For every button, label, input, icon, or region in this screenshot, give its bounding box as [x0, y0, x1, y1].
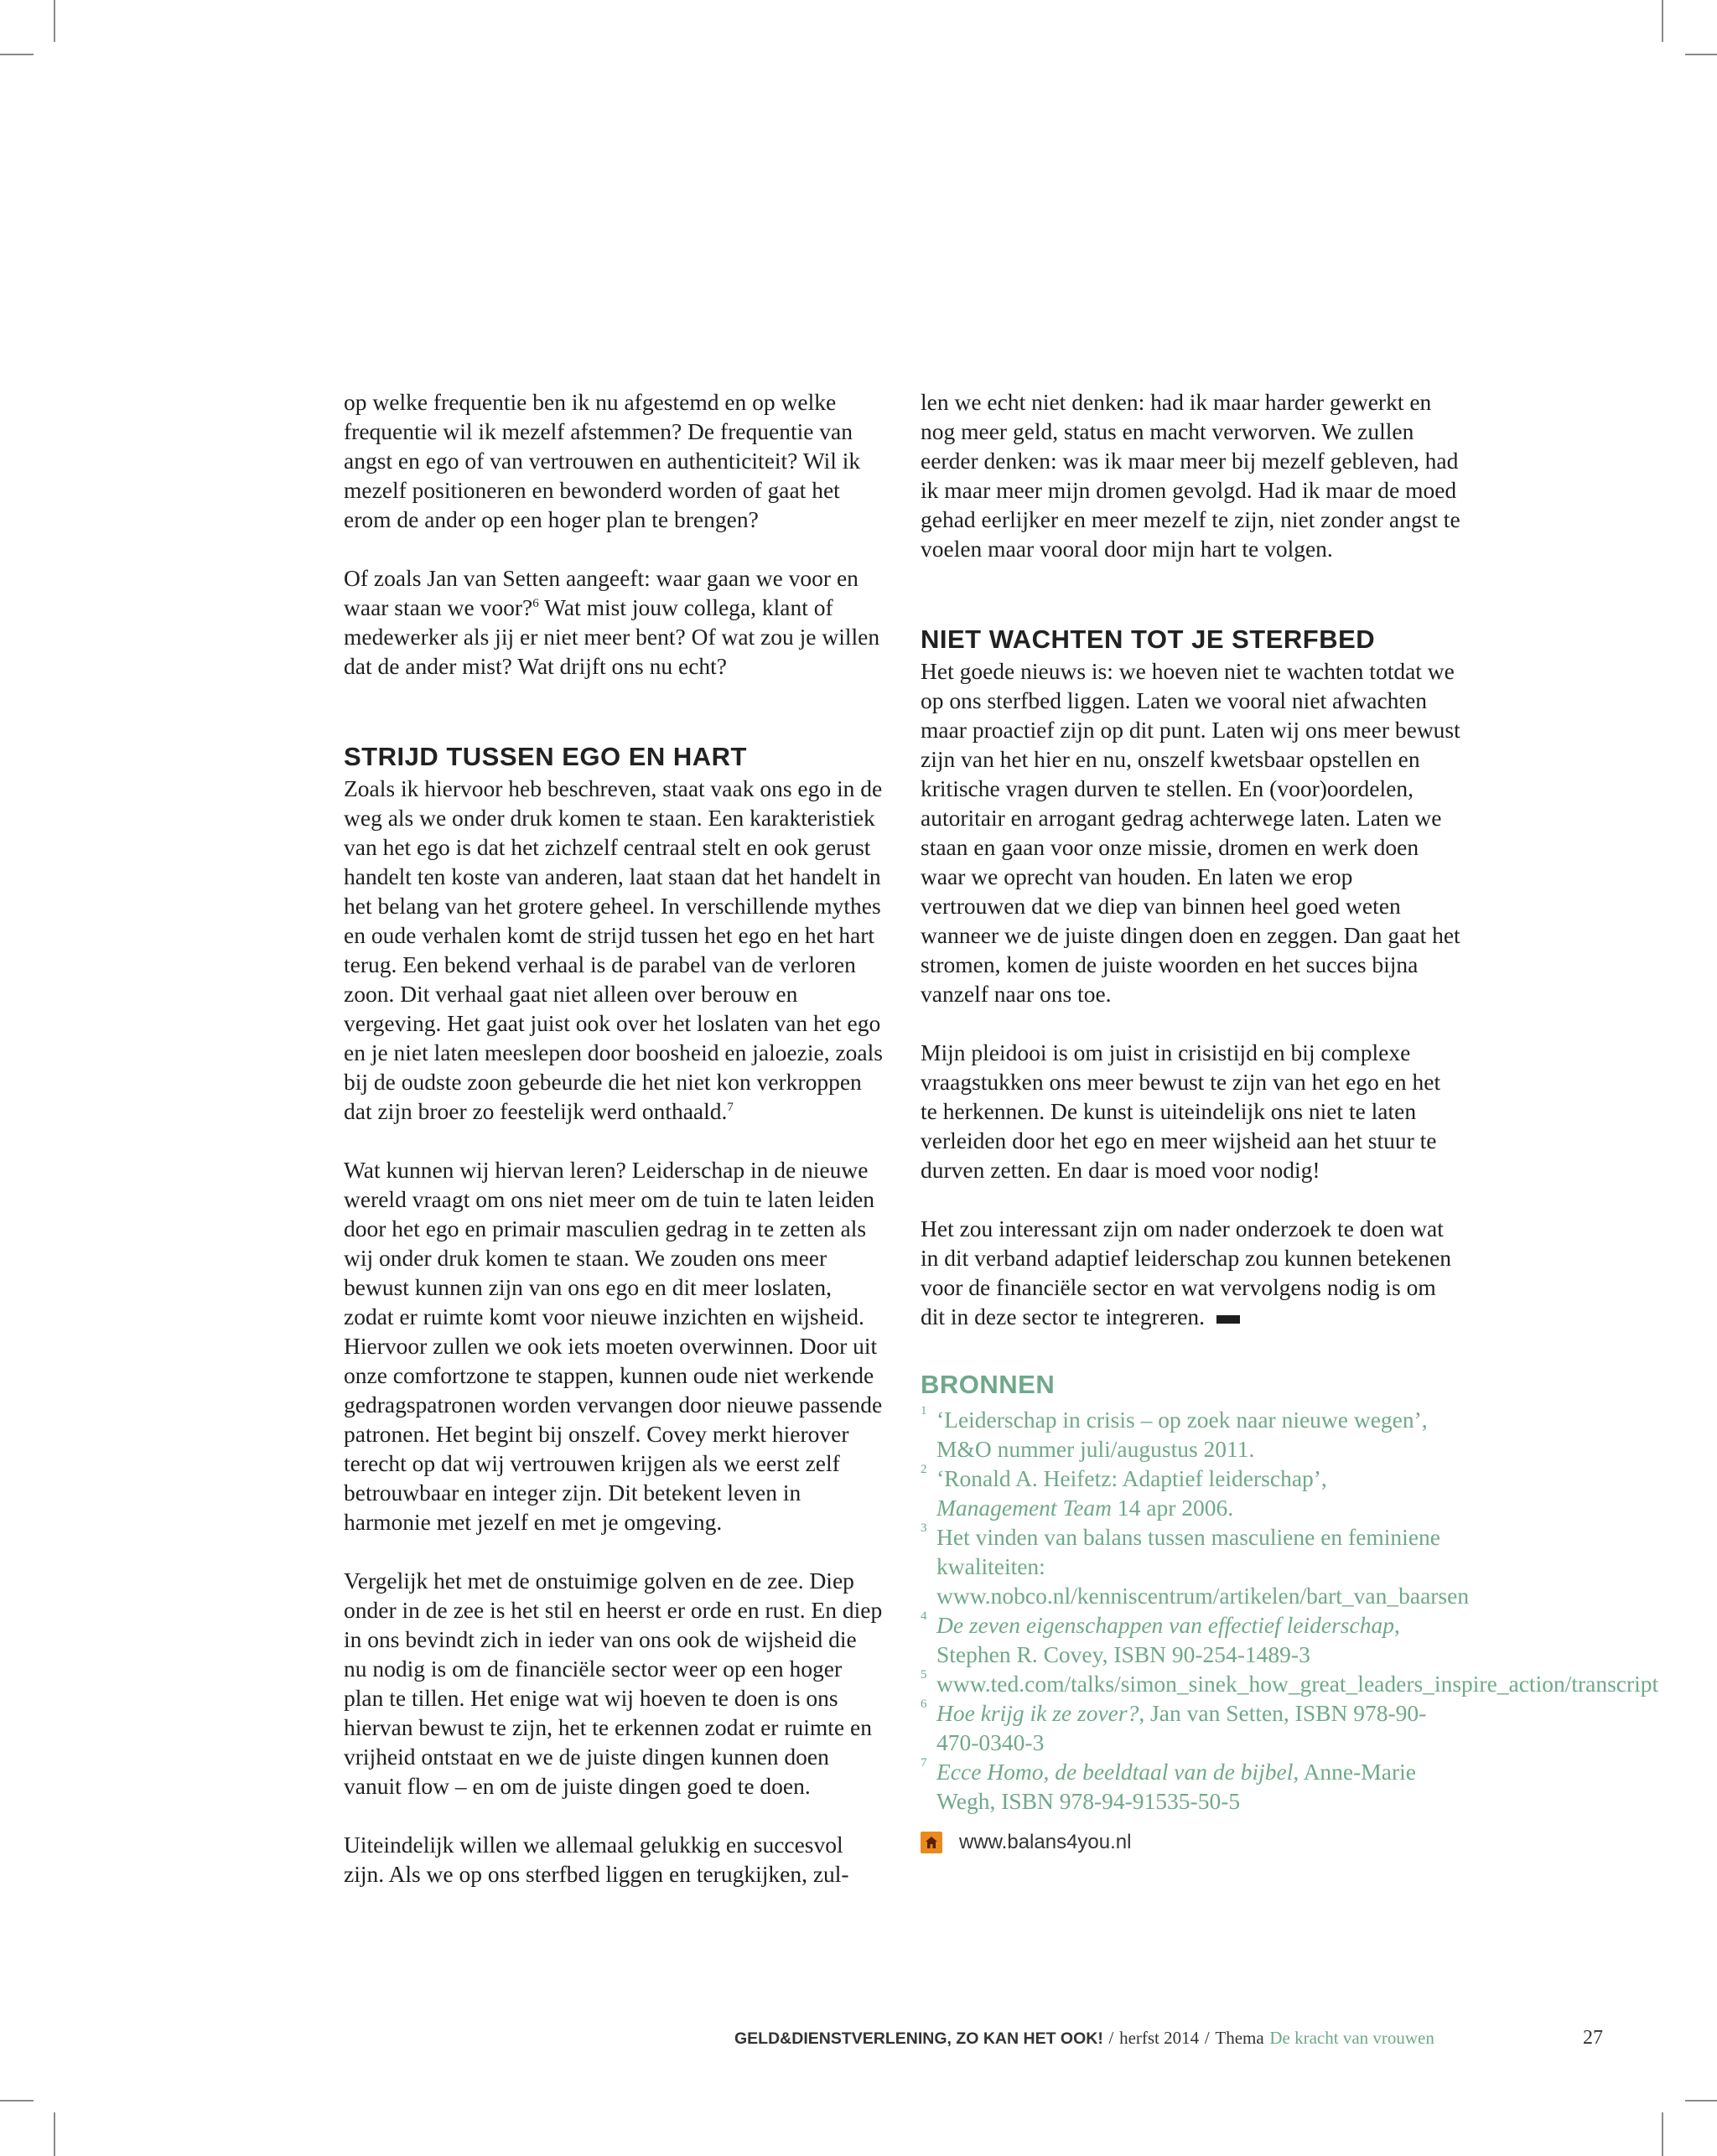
- footnote-ref: 7: [727, 1100, 734, 1114]
- paragraph: Het zou interessant zijn om nader onderzoek te doen wat in dit verband adaptief leiderschap zou kunnen betekenen voor de financiële sector en wat vervolgens nodig is om dit in deze sector te integreren.: [921, 1215, 1452, 1329]
- source-item: 4 De zeven eigenschappen van effectief leiderschap, Stephen R. Covey, ISBN 90-254-1489-3: [921, 1609, 1400, 1667]
- thema-label: Thema: [1215, 2028, 1264, 2048]
- end-of-article-mark: [1216, 1315, 1240, 1324]
- theme-title: De kracht van vrouwen: [1269, 2028, 1434, 2048]
- page-number: 27: [1583, 2027, 1603, 2049]
- sources-heading: BRONNEN: [921, 1370, 1056, 1399]
- issue-label: herfst 2014: [1119, 2028, 1200, 2048]
- footnote-ref: 6: [532, 596, 539, 610]
- paragraph: Vergelijk het met de onstuimige golven en de zee. Diep onder in de zee is het stil en heerst er orde en rust. En diep in ons bevindt zich in ieder van ons ook de wijsheid die nu nodig is om de financiële sector weer op een hoger plan te tillen. Het enige wat wij hoeven te doen is ons hiervan bewust te zijn, het te erkennen zodat er ruimte en vrijheid ontstaat en we de juiste dingen kunnen doen vanuit flow – en om de juiste dingen goed te doen.: [344, 1568, 883, 1799]
- crop-mark: [54, 0, 55, 42]
- source-item: 3 Het vinden van balans tussen masculiene en feminiene kwaliteiten: www.nobco.nl/kenniscentrum/artikelen/bart_van_baarsen: [921, 1521, 1470, 1609]
- paragraph: Uiteindelijk willen we allemaal gelukkig en succesvol zijn. Als we op ons sterfbed liggen en terugkijken, zul-: [344, 1832, 849, 1887]
- source-item: 6 Hoe krijg ik ze zover?, Jan van Setten, ISBN 978-90-470-0340-3: [921, 1697, 1427, 1755]
- paragraph: Mijn pleidooi is om juist in crisistijd en bij complexe vraagstukken ons meer bewust te zijn van het ego en het te herkennen. De kunst is uiteindelijk ons niet te laten verleiden door het ego en meer wijsheid aan het stuur te durven zetten. En daar is moed voor nodig!: [921, 1039, 1441, 1183]
- crop-mark: [1662, 2112, 1663, 2156]
- crop-mark: [1685, 54, 1717, 55]
- crop-mark: [1685, 2100, 1717, 2102]
- paragraph: len we echt niet denken: had ik maar harder gewerkt en nog meer geld, status en macht verworven. We zullen eerder denken: was ik maar meer bij mezelf gebleven, had ik maar meer mijn dromen gevolgd. Had ik maar de moed gehad eerlijker en meer mezelf te zijn, niet zonder angst te voelen maar vooral door mijn hart te volgen.: [921, 389, 1460, 562]
- crop-mark: [0, 2100, 34, 2102]
- footer-separator: /: [1204, 2028, 1210, 2048]
- section-heading: NIET WACHTEN TOT JE STERFBED: [921, 625, 1376, 654]
- section-heading: STRIJD TUSSEN EGO EN HART: [344, 742, 747, 771]
- source-item: 2 ‘Ronald A. Heifetz: Adaptief leiderschap’, Management Team 14 apr 2006.: [921, 1463, 1327, 1521]
- crop-mark: [54, 2112, 55, 2156]
- crop-mark: [1662, 0, 1663, 42]
- source-item: 7 Ecce Homo, de beeldtaal van de bijbel, Anne-Marie Wegh, ISBN 978-94-91535-50-5: [921, 1756, 1416, 1814]
- source-item: 5 www.ted.com/talks/simon_sinek_how_great_leaders_inspire_action/transcript: [921, 1668, 1659, 1697]
- left-column: [344, 387, 885, 1918]
- paragraph: Het goede nieuws is: we hoeven niet te wachten totdat we op ons sterfbed liggen. Laten we vooral niet afwachten maar proactief zijn op dit punt. Laten wij ons meer bewust zijn van het hier en nu, onszelf kwetsbaar opstellen en kritische vragen durven te stellen. En (voor)oordelen, autoritair en arrogant gedrag achterwege laten. Laten we staan en gaan voor onze missie, dromen en werk doen waar we oprecht van houden. En laten we erop vertrouwen dat we diep van binnen heel goed weten wanneer we de juiste dingen doen en zeggen. Dan gaat het stromen, komen de juiste woorden en het succes bijna vanzelf naar ons toe.: [921, 658, 1460, 1007]
- website-link[interactable]: [921, 1831, 1462, 1854]
- sources-list: [921, 1404, 1659, 1816]
- paragraph: Zoals ik hiervoor heb beschreven, staat vaak ons ego in de weg als we onder druk komen te staan. Een karakteristiek van het ego is dat het zichzelf centraal stelt en ook gerust handelt ten koste van anderen, laat staan dat het handelt in het belang van het grotere geheel. In verschillende mythes en oude verhalen komt de strijd tussen het ego en het hart terug. Een bekend verhaal is de parabel van de verloren zoon. Dit verhaal gaat niet alleen over berouw en vergeving. Het gaat juist ook over het loslaten van het ego en je niet laten meeslepen door boosheid en jaloezie, zoals bij de oudste zoon gebeurde die het niet kon verkroppen dat zijn broer zo feestelijk werd onthaald.$^7$: [344, 775, 883, 1124]
- crop-mark: [0, 54, 34, 55]
- paragraph: Of zoals Jan van Setten aangeeft: waar gaan we voor en waar staan we voor?$^6$ Wat mist jouw collega, klant of medewerker als jij er niet meer bent? Of wat zou je willen dat de ander mist? Wat drijft ons nu echt?: [344, 565, 880, 679]
- website-url[interactable]: www.balans4you.nl: [959, 1831, 1132, 1853]
- magazine-title: GELD&DIENSTVERLENING, ZO KAN HET OOK!: [734, 2029, 1103, 2048]
- paragraph: op welke frequentie ben ik nu afgestemd en op welke frequentie wil ik mezelf afstemmen? De frequentie van angst en ego of van vertrouwen en authenticiteit? Wil ik mezelf positioneren en bewonderd worden of gaat het erom de ander op een hoger plan te brengen?: [344, 389, 861, 532]
- home-icon: [921, 1832, 942, 1853]
- right-column: [921, 387, 1659, 1854]
- page-footer: [734, 2027, 1603, 2050]
- footer-separator: /: [1108, 2028, 1114, 2048]
- paragraph: Wat kunnen wij hiervan leren? Leiderschap in de nieuwe wereld vraagt om ons niet meer om de tuin te laten leiden door het ego en primair masculien gedrag in te zetten als wij onder druk komen te staan. We zouden ons meer bewust kunnen zijn van ons ego en dit meer loslaten, zodat er ruimte komt voor nieuwe inzichten en wijsheid. Hiervoor zullen we ook iets moeten overwinnen. Door uit onze comfortzone te stappen, kunnen oude niet werkende gedragspatronen worden vervangen door nieuwe passende patronen. Het begint bij onszelf. Covey merkt hierover terecht op dat wij vertrouwen krijgen als we eerst zelf betrouwbaar en integer zijn. Dit betekent leven in harmonie met jezelf en met je omgeving.: [344, 1157, 883, 1535]
- source-item: 1 ‘Leiderschap in crisis – op zoek naar nieuwe wegen’, M&O nummer juli/augustus 2011.: [921, 1404, 1428, 1462]
